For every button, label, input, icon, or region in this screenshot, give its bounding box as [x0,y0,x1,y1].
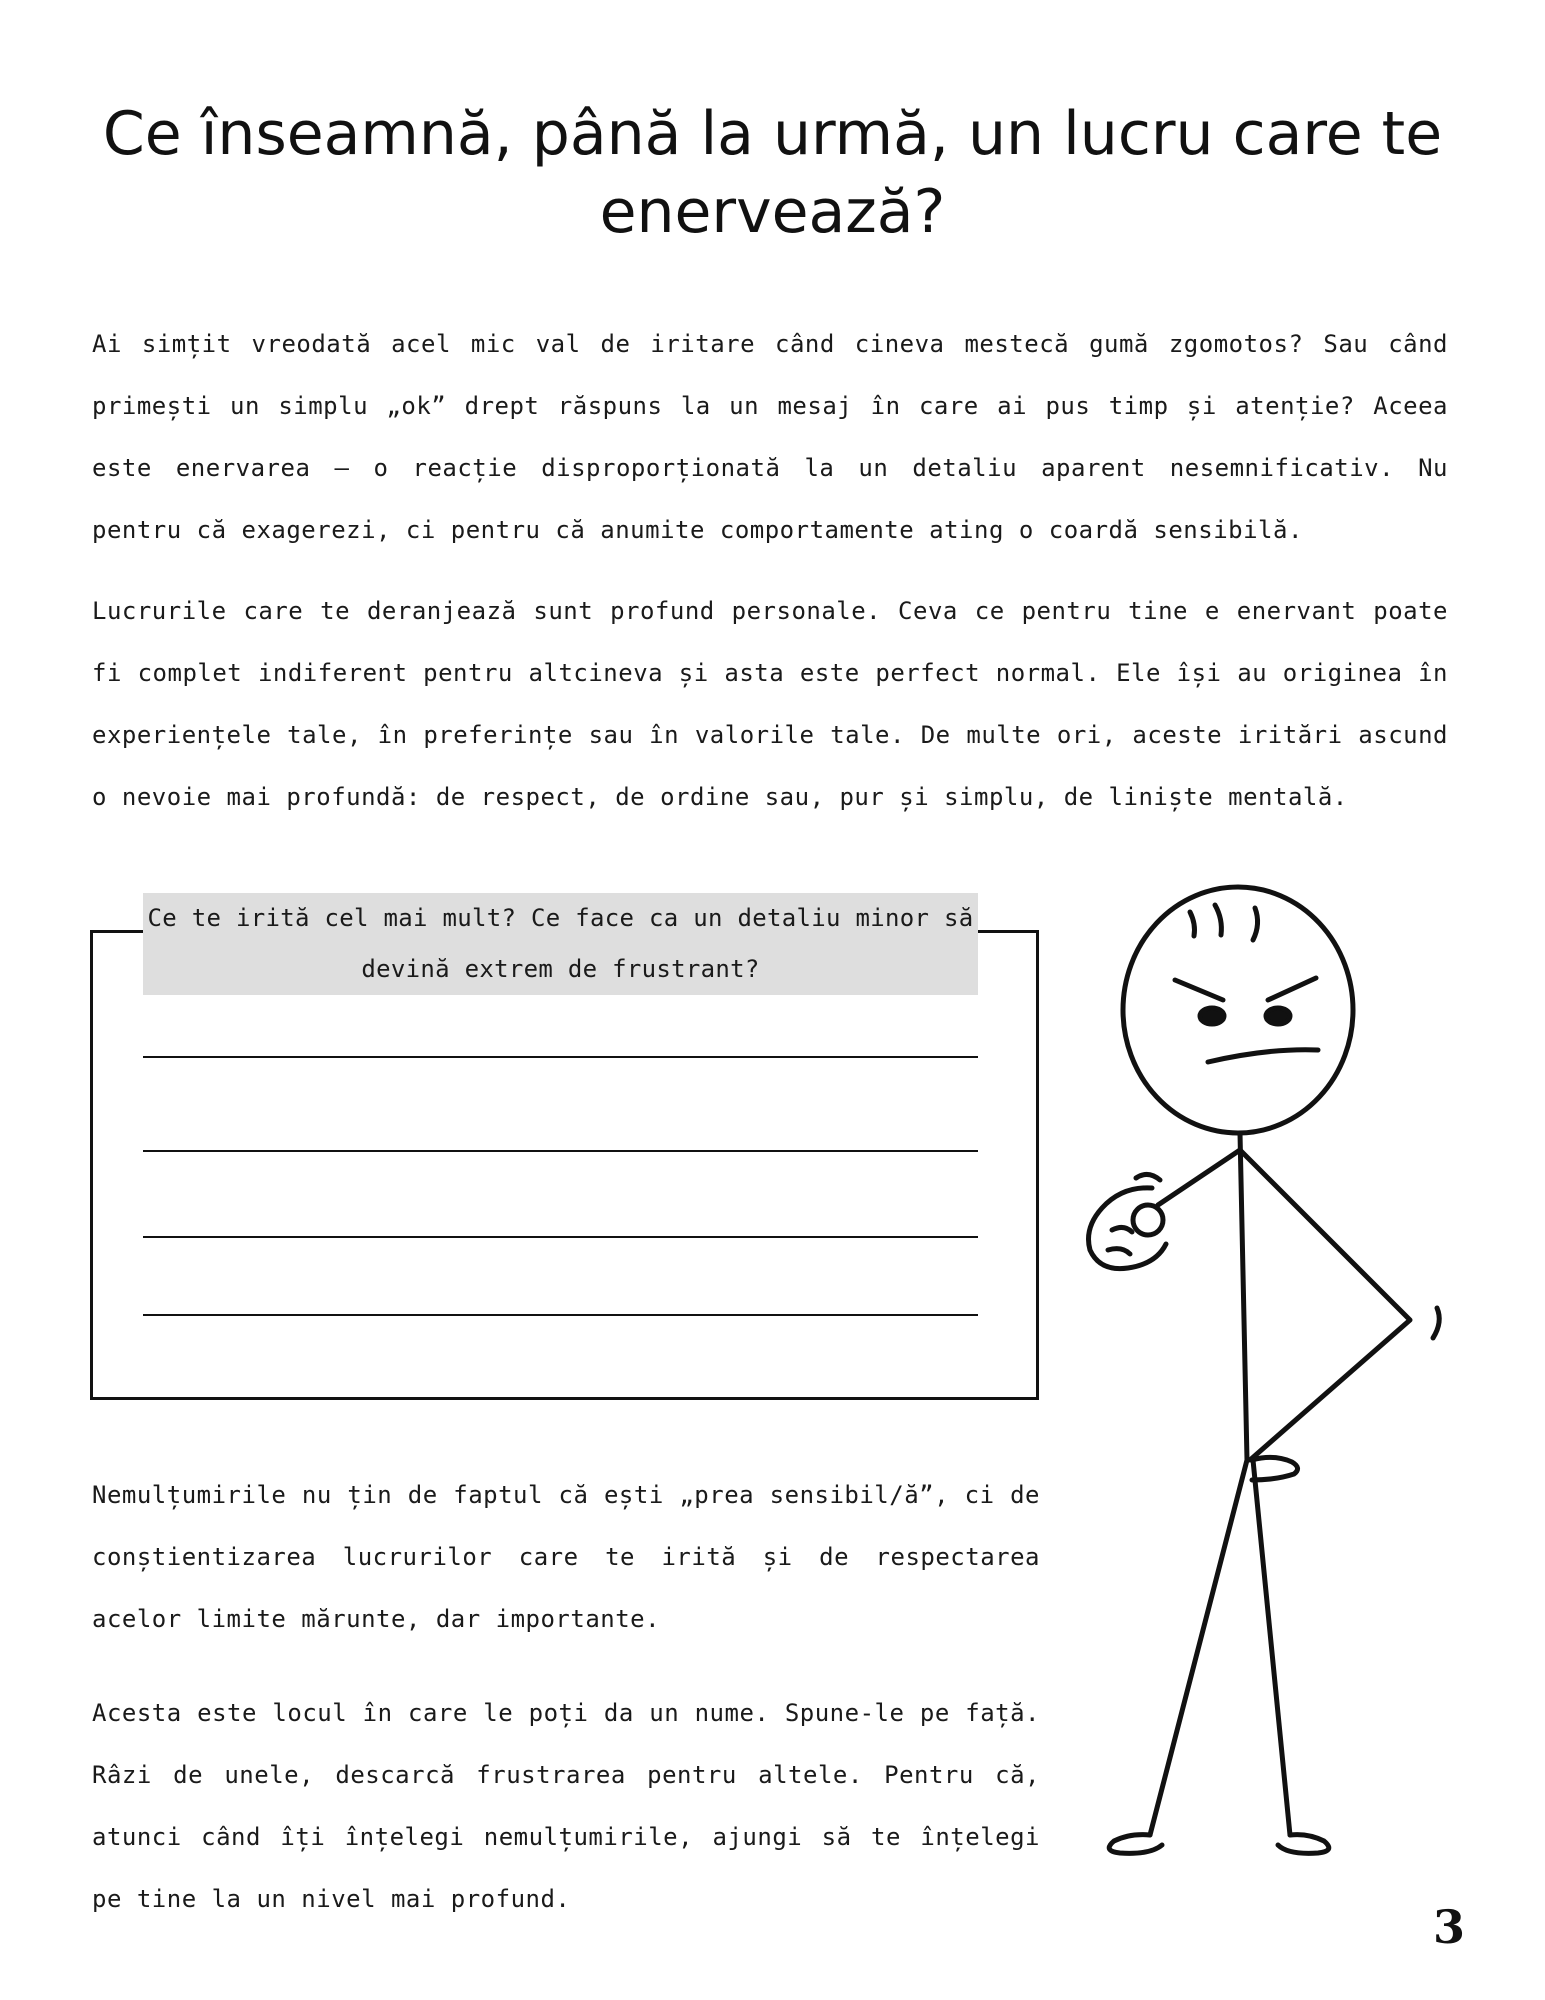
angry-stick-figure-pointing-icon [1040,860,1520,1890]
answer-line[interactable] [143,1056,978,1058]
awareness-paragraph: Nemulțumirile nu țin de faptul că ești „prea sensibil/ă”, ci de conștientizarea lucrurilor care te irită și de respectarea acelor limite mărunte, dar importante. [92,1481,1040,1633]
exercise-box [90,930,1039,1400]
intro-paragraph: Ai simțit vreodată acel mic val de iritare când cineva mestecă gumă zgomotos? Sau când primești un simplu „ok” drept răspuns la un mesaj în care ai pus timp și atenție? Aceea este enervarea — o reacție disproporționată la un detaliu aparent nesemnificativ. Nu pentru că exagerezi, ci pentru că anumite comportamente ating o coardă sensibilă. [92,330,1448,544]
personal-paragraph: Lucrurile care te deranjează sunt profund personale. Ceva ce pentru tine e enervant poate fi complet indiferent pentru altcineva și asta este perfect normal. Ele își au originea în experiențele tale, în preferințe sau în valorile tale. De multe ori, aceste iritări ascund o nevoie mai profundă: de respect, de ordine sau, pur și simplu, de liniște mentală. [92,597,1448,811]
answer-line[interactable] [143,1236,978,1238]
exercise-prompt: Ce te irită cel mai mult? Ce face ca un detaliu minor să devină extrem de frustrant? [143,893,978,995]
closing-paragraph: Acesta este locul în care le poți da un nume. Spune-le pe față. Râzi de unele, descarcă frustrarea pentru altele. Pentru că, atunci când îți înțelegi nemulțumirile, ajungi să te înțelegi pe tine la un nivel mai profund. [92,1699,1040,1913]
answer-line[interactable] [143,1314,978,1316]
answer-line[interactable] [143,1150,978,1152]
page-number: 3 [1432,1900,1465,1954]
page-title: Ce înseamnă, până la urmă, un lucru care te enervează? [102,99,1443,247]
